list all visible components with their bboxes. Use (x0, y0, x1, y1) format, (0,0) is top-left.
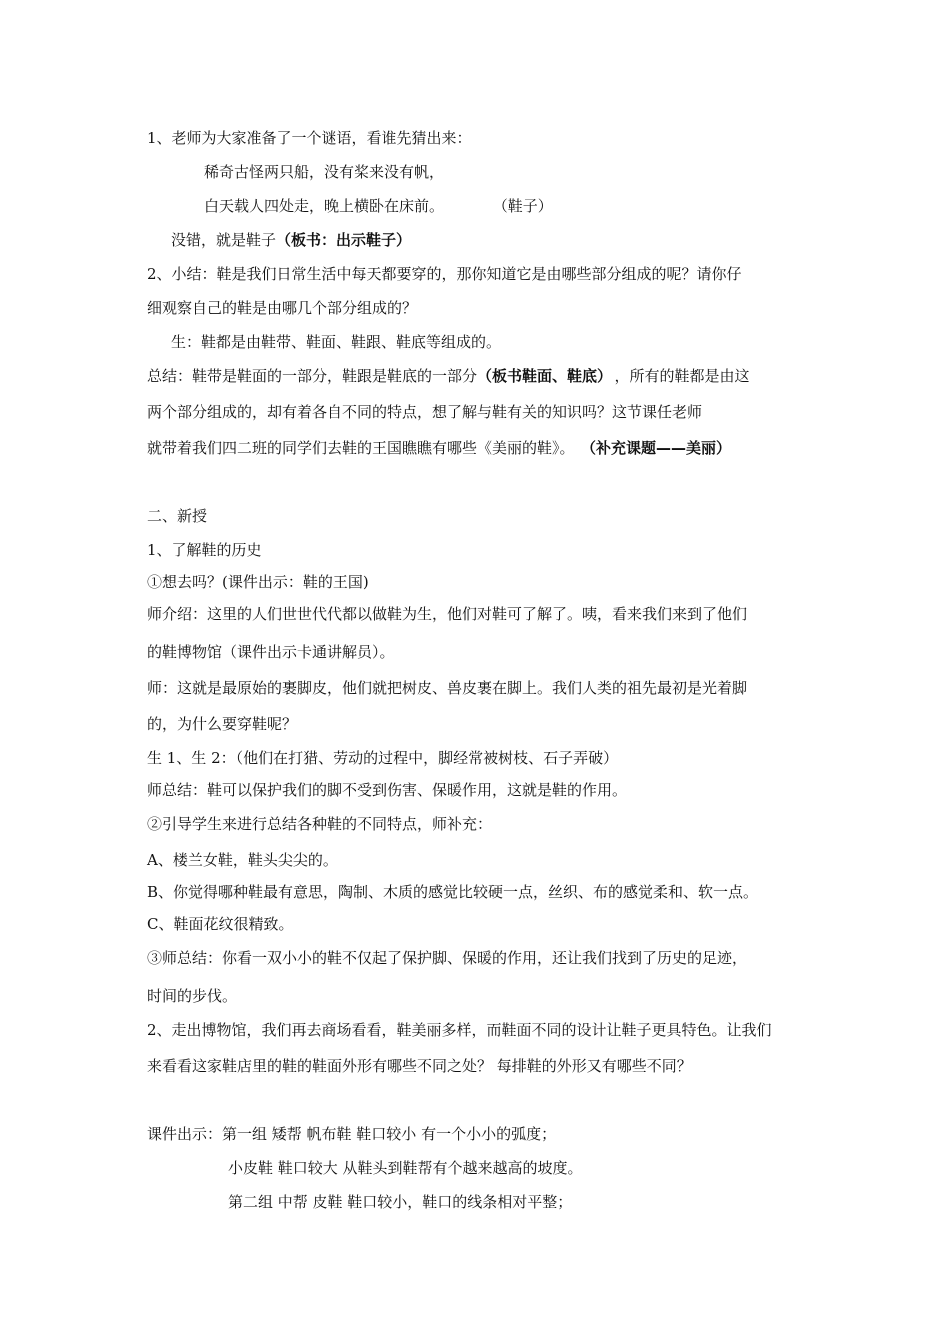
courseware-line-2: 小皮鞋 鞋口较大 从鞋头到鞋帮有个越来越高的坡度。 (228, 1159, 583, 1177)
teacher-line-2: 的，为什么要穿鞋呢？ (147, 715, 298, 733)
intro-line-2: 的鞋博物馆（课件出示卡通讲解员）。 (147, 643, 395, 661)
students-answer: 生 1、生 2：（他们在打猎、劳动的过程中，脚经常被树枝、石子弄破） (147, 749, 619, 767)
section-heading-new-lesson: 二、新授 (147, 507, 208, 525)
conclusion-line-1 (147, 366, 750, 386)
question-3-line-2: 时间的步伐。 (147, 987, 238, 1005)
item-b: B、你觉得哪种鞋最有意思，陶制、木质的感觉比较硬一点，丝织、布的感觉柔和、软一点。 (147, 883, 759, 901)
mall-line-2: 来看看这家鞋店里的鞋的鞋面外形有哪些不同之处？ 每排鞋的外形又有哪些不同？ (147, 1057, 692, 1075)
conclusion-text-end: ，所有的鞋都是由这 (614, 367, 750, 385)
student-answer: 生：鞋都是由鞋带、鞋面、鞋跟、鞋底等组成的。 (171, 333, 502, 351)
summary-question-line-2: 细观察自己的鞋是由哪几个部分组成的？ (147, 299, 418, 317)
conclusion-line-2: 两个部分组成的，却有着各自不同的特点，想了解与鞋有关的知识吗？这节课任老师 (147, 403, 703, 421)
summary-question-line-1: 2、小结：鞋是我们日常生活中每天都要穿的，那你知道它是由哪些部分组成的呢？请你仔 (147, 265, 742, 283)
confirm-text: 没错，就是鞋子 (171, 231, 277, 249)
courseware-line-3: 第二组 中帮 皮鞋 鞋口较小，鞋口的线条相对平整； (228, 1193, 573, 1211)
blackboard-note-title: （补充课题——美丽） (588, 439, 732, 457)
courseware-line-1: 课件出示：第一组 矮帮 帆布鞋 鞋口较小 有一个小小的弧度； (147, 1125, 557, 1143)
intro-line-1: 师介绍：这里的人们世世代代都以做鞋为生，他们对鞋可了解了。咦，看来我们来到了他们 (147, 605, 748, 623)
teacher-line-1: 师：这就是最原始的裹脚皮，他们就把树皮、兽皮裹在脚上。我们人类的祖先最初是光着脚 (147, 679, 748, 697)
question-1: ①想去吗？(课件出示：鞋的王国) (147, 573, 369, 591)
riddle-line-2-text: 白天载人四处走，晚上横卧在床前。 (204, 197, 445, 215)
conclusion-line-3 (147, 438, 731, 458)
riddle-intro: 1、老师为大家准备了一个谜语，看谁先猜出来： (147, 129, 472, 147)
blackboard-note-shoes: （板书：出示鞋子） (276, 231, 412, 249)
riddle-line-1: 稀奇古怪两只船，没有桨来没有帆， (204, 163, 445, 181)
teacher-summary: 师总结：鞋可以保护我们的脚不受到伤害、保暖作用，这就是鞋的作用。 (147, 781, 628, 799)
conclusion-text: 总结：鞋带是鞋面的一部分，鞋跟是鞋底的一部分 (147, 367, 478, 385)
question-3-line-1: ③师总结：你看一双小小的鞋不仅起了保护脚、保暖的作用，还让我们找到了历史的足迹， (147, 949, 748, 967)
subsection-history: 1、了解鞋的历史 (147, 541, 262, 559)
item-a: A、楼兰女鞋，鞋头尖尖的。 (147, 851, 338, 869)
blackboard-note-parts: （板书鞋面、鞋底） (477, 367, 605, 385)
conclusion-line-3-text: 就带着我们四二班的同学们去鞋的王国瞧瞧有哪些《美丽的鞋》。 (147, 439, 575, 457)
mall-line-1: 2、走出博物馆，我们再去商场看看，鞋美丽多样，而鞋面不同的设计让鞋子更具特色。让我们 (147, 1021, 772, 1039)
confirm-line (171, 230, 411, 250)
riddle-line-2 (204, 196, 553, 216)
item-c: C、鞋面花纹很精致。 (147, 915, 294, 933)
riddle-answer: （鞋子） (492, 197, 553, 215)
question-2: ②引导学生来进行总结各种鞋的不同特点，师补充： (147, 815, 493, 833)
